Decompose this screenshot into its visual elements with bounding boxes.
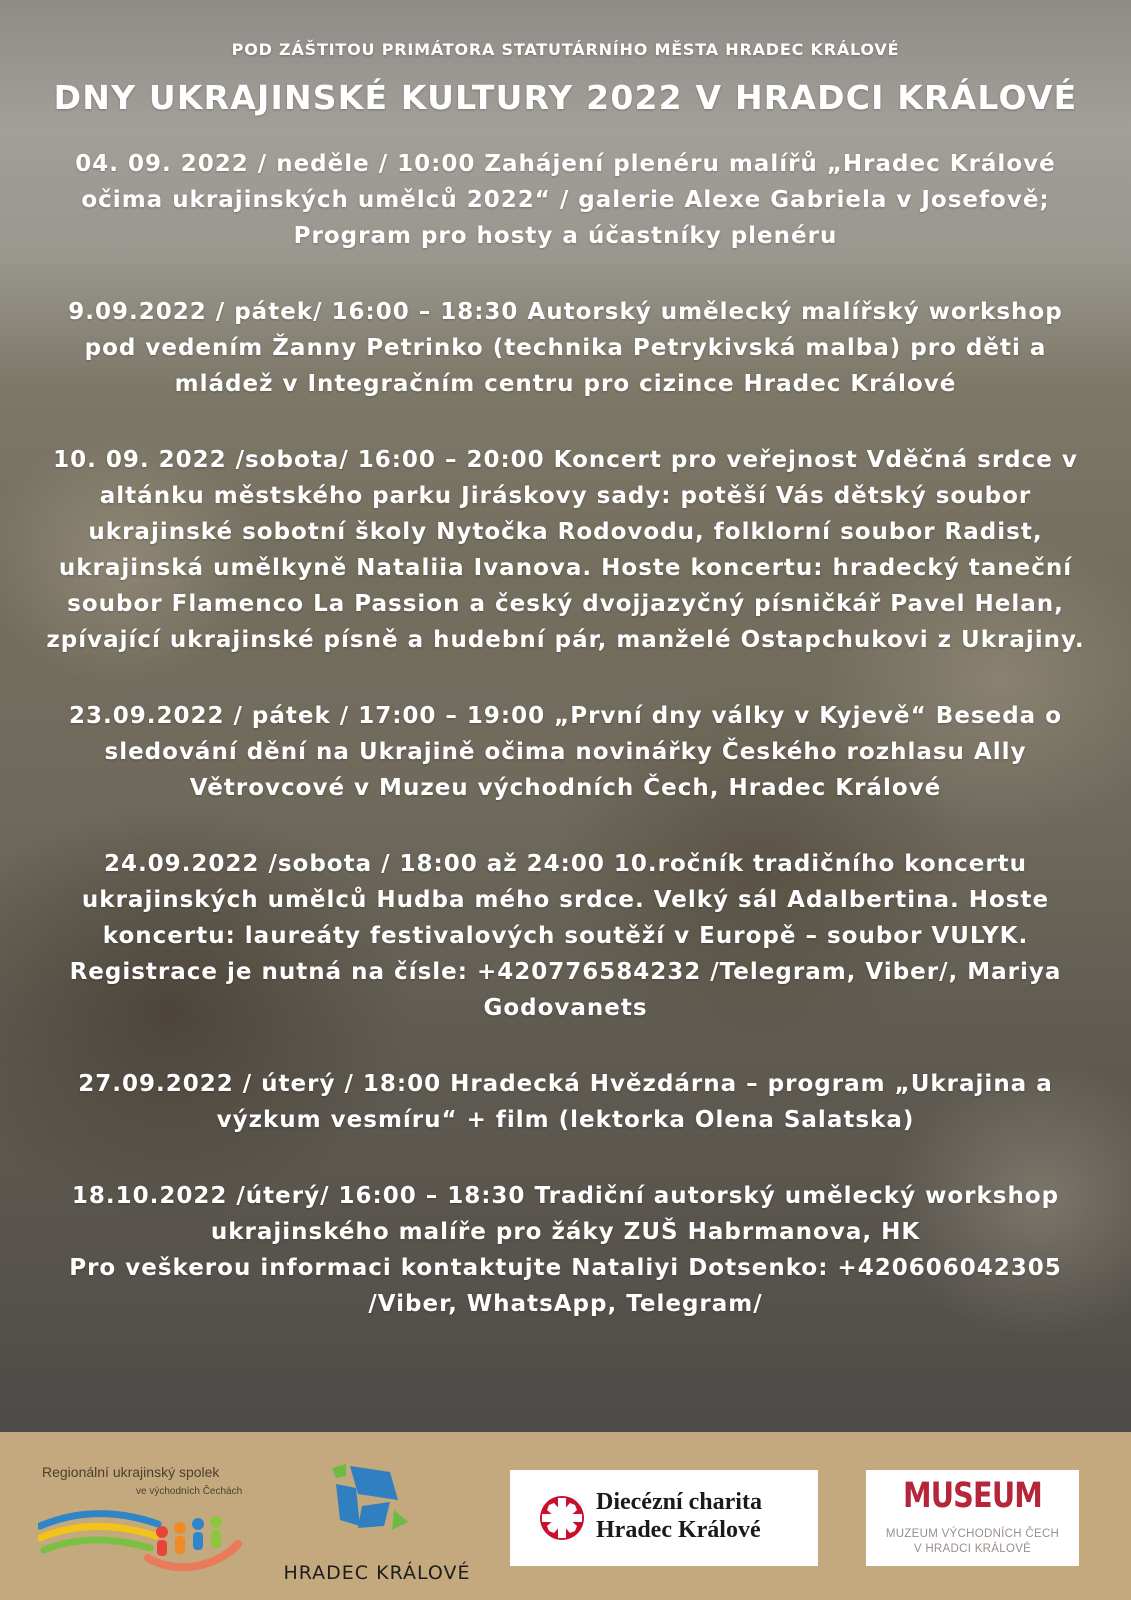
charita-line1: Diecézní charita bbox=[596, 1489, 762, 1515]
museum-logo bbox=[866, 1470, 1079, 1566]
event-item: 27.09.2022 / úterý / 18:00 Hradecká Hvězdárna – program „Ukrajina a výzkum vesmíru“ + film (lektorka Olena Salatska) bbox=[78, 1071, 1053, 1133]
event-item: 18.10.2022 /úterý/ 16:00 – 18:30 Tradiční autorský umělecký workshop ukrajinského malíře pro žáky ZUŠ Habrmanova, HK bbox=[71, 1183, 1060, 1245]
event-item: 23.09.2022 / pátek / 17:00 – 19:00 „První dny války v Kyjevě“ Beseda o sledování dění na Ukrajině očima novinářky Českého rozhlasu Ally Větrovcové v Muzeu východních Čech, Hradec Králové bbox=[68, 703, 1062, 801]
event-item: 04. 09. 2022 / neděle / 10:00 Zahájení plenéru malířů „Hradec Králové očima ukrajinských umělců 2022“ / galerie Alexe Gabriela v Josefově; Program pro hosty a účastníky plenéru bbox=[75, 151, 1056, 249]
museum-wordmark: MUSEUM bbox=[902, 1476, 1043, 1516]
event-item: 9.09.2022 / pátek/ 16:00 – 18:30 Autorský umělecký malířský workshop pod vedením Žanny Petrinko (technika Petrykivská malba) pro děti a mládež v Integračním centru pro cizince Hradec Králové bbox=[68, 299, 1063, 397]
charita-name bbox=[596, 1488, 816, 1544]
patronage-kicker: POD ZÁŠTITOU PRIMÁTORA STATUTÁRNÍHO MĚSTA HRADEC KRÁLOVÉ bbox=[231, 40, 900, 59]
event-item: 10. 09. 2022 /sobota/ 16:00 – 20:00 Koncert pro veřejnost Vděčná srdce v altánku městského parku Jiráskovy sady: potěší Vás dětský soubor ukrajinské sobotní školy Nytočka Rodovodu, folklorní soubor Radist, ukrajinská umělkyně Nataliia Ivanova. Hoste koncertu: hradecký taneční soubor Flamenco La Passion a český dvojjazyčný písničkář Pavel Helan, zpívající ukrajinské písně a hudební pár, manželé Ostapchukovi z Ukrajiny. bbox=[46, 447, 1085, 653]
spolek-logo bbox=[28, 1464, 258, 1584]
charita-logo bbox=[510, 1470, 818, 1566]
charita-line2: Hradec Králové bbox=[596, 1517, 761, 1543]
charita-cross-icon bbox=[538, 1494, 586, 1542]
poster-title: DNY UKRAJINSKÉ KULTURY 2022 V HRADCI KRÁLOVÉ bbox=[53, 78, 1078, 117]
contact-info: Pro veškerou informaci kontaktujte Nataliyi Dotsenko: +420606042305 /Viber, WhatsApp, Telegram/ bbox=[69, 1255, 1062, 1317]
spolek-region: ve východních Čechách bbox=[136, 1486, 243, 1497]
partner-logos-footer bbox=[0, 1432, 1131, 1600]
spolek-name: Regionální ukrajinský spolek bbox=[42, 1464, 220, 1480]
hradec-kralove-emblem-icon bbox=[332, 1462, 422, 1542]
museum-sub-line1: MUZEUM VÝCHODNÍCH ČECH bbox=[885, 1528, 1060, 1540]
spolek-waves-icon bbox=[38, 1504, 248, 1584]
event-list bbox=[40, 146, 1091, 1322]
hradec-kralove-label: HRADEC KRÁLOVÉ bbox=[283, 1562, 471, 1584]
hradec-kralove-logo bbox=[262, 1462, 492, 1587]
museum-sub-line2: V HRADCI KRÁLOVÉ bbox=[913, 1543, 1032, 1555]
museum-subtitle bbox=[872, 1527, 1073, 1557]
event-item: 24.09.2022 /sobota / 18:00 až 24:00 10.ročník tradičního koncertu ukrajinských umělců Hudba mého srdce. Velký sál Adalbertina. Hoste koncertu: laureáty festivalových soutěží v Europě – soubor VULYK. Registrace je nutná na čísle: +420776584232 /Telegram, Viber/, Mariya Godovanets bbox=[69, 851, 1062, 1021]
